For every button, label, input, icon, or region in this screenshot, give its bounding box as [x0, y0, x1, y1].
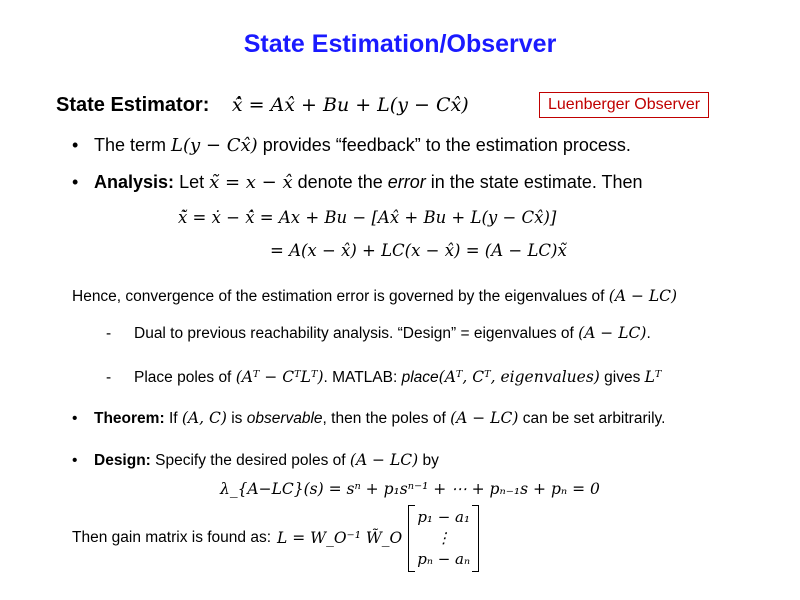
page-title: State Estimation/Observer [243, 30, 557, 58]
dash-item-place-poles: - Place poles of (Aᵀ − CᵀLᵀ). MATLAB: place(Aᵀ, Cᵀ, eigenvalues) gives Lᵀ [106, 368, 662, 386]
luenberger-badge: Luenberger Observer [539, 92, 709, 118]
bullet-design: • Design: Specify the desired poles of (A − LC) by [72, 451, 439, 469]
hence-paragraph: Hence, convergence of the estimation error is governed by the eigenvalues of (A − LC) [72, 287, 678, 305]
gain-matrix-line: Then gain matrix is found as: L = W_O⁻¹ W̃_O p₁ − a₁ ⋮ pₙ − aₙ [72, 507, 479, 569]
pole-difference-matrix: p₁ − a₁ ⋮ pₙ − aₙ [408, 505, 479, 572]
dash-icon: - [106, 369, 112, 386]
dash-icon: - [106, 325, 112, 342]
state-estimator-line [56, 94, 469, 117]
bullet-feedback: • The term L(y − Cx̂) provides “feedback” to the estimation process. [72, 135, 631, 156]
bullet-dot-icon: • [72, 410, 78, 427]
derivation-line-2: = A(x − x̂) + LC(x − x̂) = (A − LC)x̃ [270, 241, 567, 260]
bullet-dot-icon: • [72, 452, 78, 469]
bullet-dot-icon: • [72, 135, 79, 155]
dash-item-dual: - Dual to previous reachability analysis. “Design” = eigenvalues of (A − LC). [106, 324, 651, 342]
bullet-dot-icon: • [72, 172, 79, 192]
estimator-equation: x̂̇ = Ax̂ + Bu + L(y − Cx̂) [231, 94, 469, 116]
bullet-analysis: • Analysis: Let x̃ = x − x̂ denote the error in the state estimate. Then [72, 172, 643, 193]
derivation-line-1: x̃̇ = ẋ − x̂̇ = Ax + Bu − [Ax̂ + Bu + L(y − Cx̂)] [178, 208, 557, 227]
characteristic-polynomial: λ_{A−LC}(s) = sⁿ + p₁sⁿ⁻¹ + ⋯ + pₙ₋₁s + pₙ = 0 [220, 480, 600, 498]
bullet-theorem: • Theorem: If (A, C) is observable, then the poles of (A − LC) can be set arbitrarily. [72, 409, 666, 427]
estimator-label: State Estimator: [56, 94, 210, 116]
